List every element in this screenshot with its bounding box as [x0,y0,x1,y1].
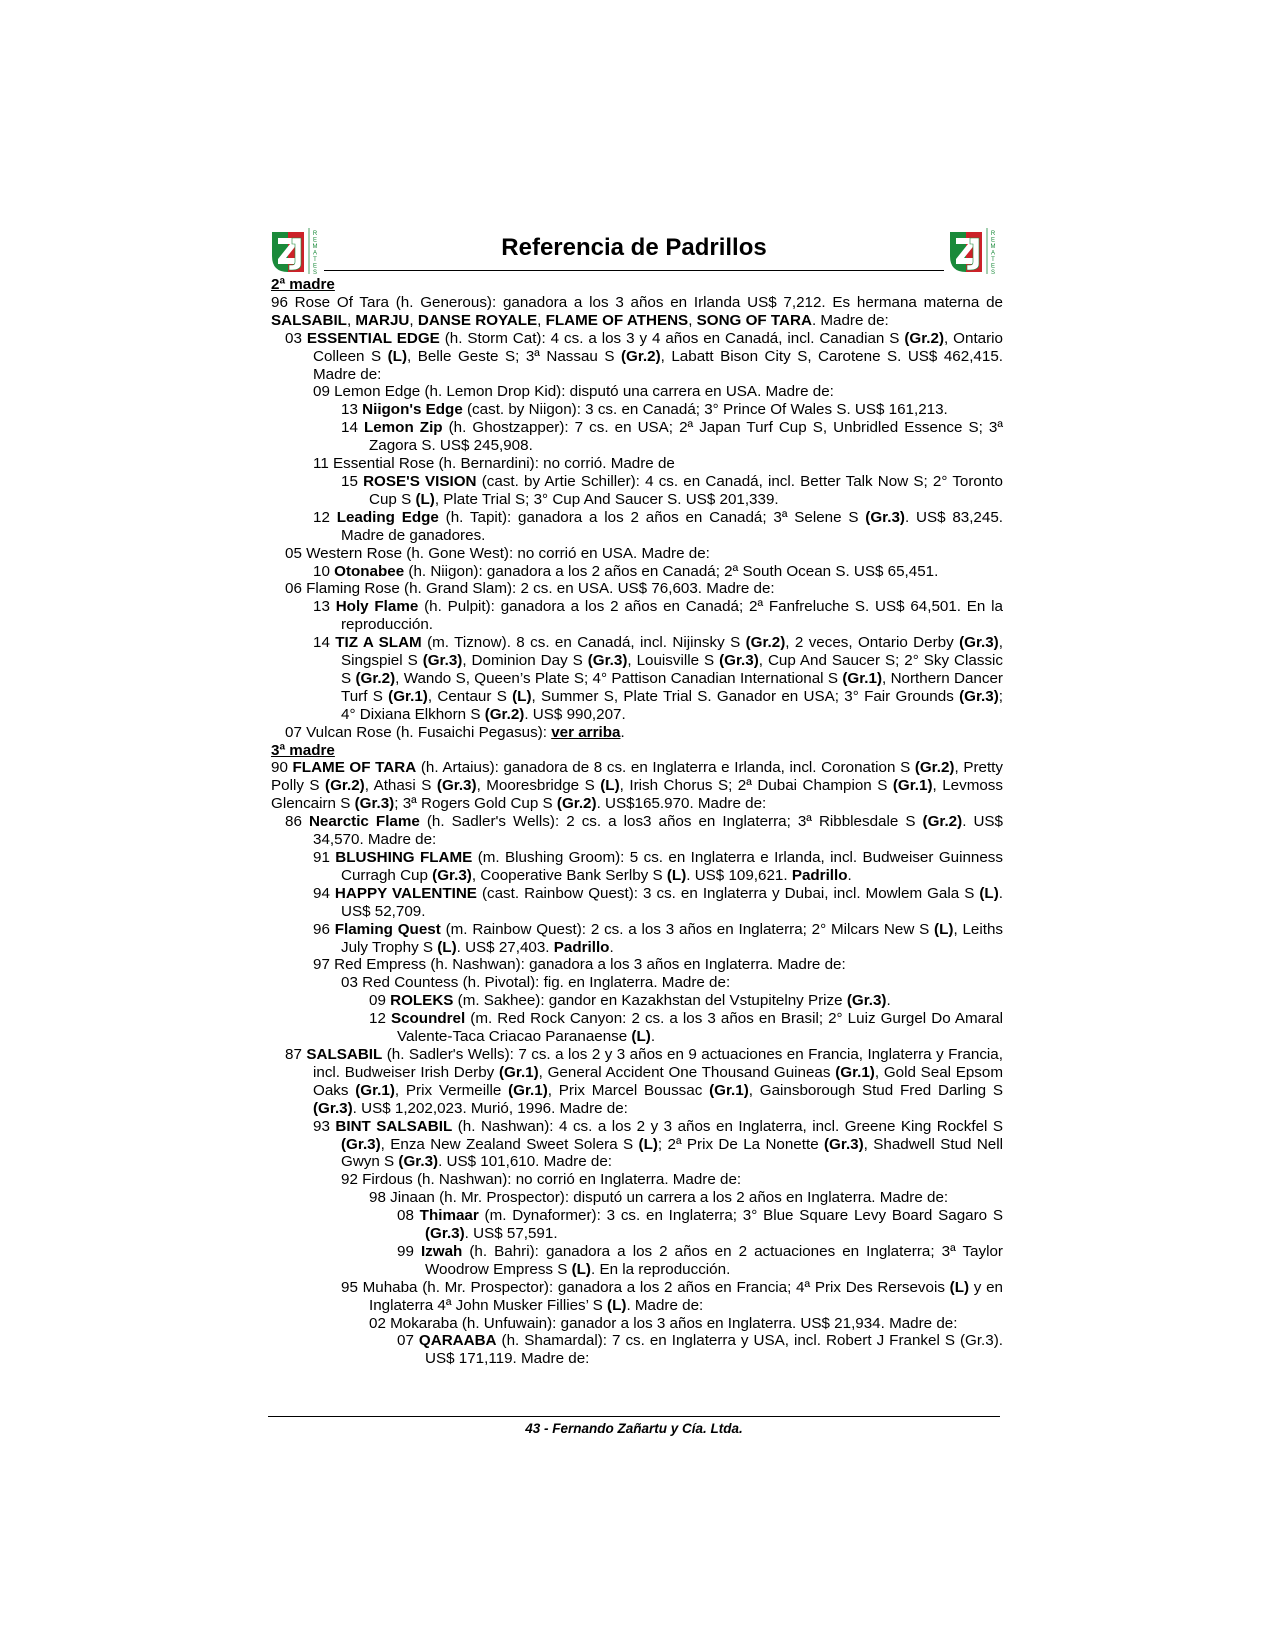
emphasized-text: ver arriba [551,723,621,741]
svg-text:E: E [312,237,318,244]
entry-text: ; 3ª Rogers Gold Cup S [394,795,557,813]
pedigree-entry [285,1046,1003,1118]
entry-text: , Summer S, Plate Trial S. Ganador en USA; 3° Fair Grounds [531,687,960,705]
entry-text: (h. Pulpit): ganadora a los 2 años en Canadá; 2ª Fanfreluche S. US$ 64,501. En la reproducción. [341,598,1003,634]
emphasized-text: (Gr.3) [719,652,759,670]
entry-text: y en Inglaterra 4ª John Musker Fillies’ S [369,1278,1003,1314]
entry-text: ; 4° Dixiana Elkhorn S [341,687,1003,723]
entry-text: (h. Sadler's Wells): 7 cs. a los 2 y 3 años en 9 actuaciones en Francia, Inglaterra y Francia, incl. Budweiser Irish Derby [313,1045,1003,1081]
emphasized-text: (Gr.1) [835,1063,875,1081]
emphasized-text: TIZ A SLAM [335,634,422,652]
entry-text: 13 [313,598,336,616]
entry-text: (m. Rainbow Quest): 2 cs. a los 3 años en Inglaterra; 2° Milcars New S [440,920,935,938]
emphasized-text: Flaming Quest [334,920,441,938]
entry-text: , Plate Trial S; 3° Cup And Saucer S. US$ 201,339. [434,490,779,508]
emphasized-text: (Gr.3) [425,1225,465,1243]
entry-text: , Prix Marcel Boussac [547,1081,710,1099]
emphasized-text: (L) [437,938,457,956]
emphasized-text: QARAABA [418,1332,497,1350]
entry-text: 09 [369,992,391,1010]
entry-text: 09 Lemon Edge (h. Lemon Drop Kid): disputó una carrera en USA. Madre de: [313,383,834,401]
pedigree-entry [285,401,1003,419]
entry-text: 93 [313,1117,336,1135]
entry-text: 96 Rose Of Tara (h. Generous): ganadora a los 3 años en Irlanda US$ 7,212. Es hermana materna de [271,293,1003,311]
pedigree-content [271,276,1003,1368]
emphasized-text: BINT SALSABIL [335,1117,453,1135]
emphasized-text: (Gr.3) [422,652,463,670]
emphasized-text: (Gr.3) [432,866,472,884]
entry-text: (h. Niigon): ganadora a los 2 años en Canadá; 2ª South Ocean S. US$ 65,451. [404,562,939,580]
pedigree-entry [285,1279,1003,1315]
entry-text: , Leiths July Trophy S [341,920,1003,956]
entry-text: 14 [313,634,336,652]
emphasized-text: (Gr.2) [922,813,963,831]
emphasized-text: (L) [387,347,408,365]
pedigree-entry [285,1189,1003,1207]
entry-text: , Ontario Colleen S [313,329,1003,365]
entry-text: . Madre de: [626,1296,704,1314]
emphasized-text: Izwah [420,1242,463,1260]
page-header [268,226,1000,276]
emphasized-text: (L) [979,884,999,902]
entry-text: 96 [313,920,335,938]
entry-text: , Singspiel S [341,634,1003,670]
entry-text: , Irish Chorus S; 2ª Dubai Champion S [619,777,893,795]
entry-text: , Gainsborough Stud Fred Darling S [748,1081,1004,1099]
emphasized-text: SONG OF TARA [696,311,812,329]
emphasized-text: Otonabee [334,562,405,580]
emphasized-text: (L) [512,687,532,705]
emphasized-text: ESSENTIAL EDGE [306,329,440,347]
svg-text:R: R [990,231,996,237]
emphasized-text: Leading Edge [336,508,439,526]
entry-text: , Centaur S [427,687,513,705]
emphasized-text: (Gr.3) [959,687,999,705]
section-heading: 2ª madre [271,276,335,293]
entry-text: . [609,938,614,956]
emphasized-text: Scoundrel [390,1010,466,1028]
emphasized-text: (Gr.2) [355,669,396,687]
pedigree-entry [285,974,1003,992]
pedigree-entry [285,956,1003,974]
entry-text: . US$ 57,591. [464,1225,558,1243]
entry-text: , Athasi S [364,777,437,795]
entry-text: 14 [341,419,364,437]
pedigree-entry [285,330,1003,384]
pedigree-entry [285,1332,1003,1368]
pedigree-entry [285,383,1003,401]
entry-text: (h. Sadler's Wells): 2 cs. a los3 años en Inglaterra; 3ª Ribblesdale S [419,813,923,831]
emphasized-text: HAPPY VALENTINE [334,884,477,902]
entry-text: , Cup And Saucer S; 2° Sky Classic S [341,652,1004,687]
entry-text: (h. Tapit): ganadora a los 2 años en Canadá; 3ª Selene S [438,508,866,526]
emphasized-text: (Gr.1) [499,1063,539,1081]
entry-text: (cast. Rainbow Quest): 3 cs. en Inglaterra y Dubai, incl. Mowlem Gala S [476,884,980,902]
pedigree-entry [285,1207,1003,1243]
entry-text: (cast. by Niigon): 3 cs. en Canadá; 3° Prince Of Wales S. US$ 161,213. [462,401,948,419]
pedigree-entry [285,1243,1003,1279]
entry-text: . [847,866,852,884]
pedigree-entry [285,992,1003,1010]
emphasized-text: MARJU [355,311,410,329]
entry-text: , Gold Seal Epsom Oaks [313,1063,1003,1099]
emphasized-text: (Gr.3) [398,1153,439,1171]
emphasized-text: (L) [415,490,435,508]
entry-text: 03 Red Countess (h. Pivotal): fig. en Inglaterra. Madre de: [341,974,731,992]
entry-text: , Labatt Bison City S, Carotene S. US$ 462,415. Madre de: [313,347,1003,383]
entry-text: , Dominion Day S [462,652,588,670]
svg-text:E: E [990,263,996,270]
page-footer [268,1416,1000,1436]
zj-remates-logo [946,226,1000,276]
emphasized-text: (Gr.1) [388,687,428,705]
emphasized-text: (Gr.3) [846,992,887,1010]
pedigree-entry [285,1010,1003,1046]
entry-text: (h. Shamardal): 7 cs. en Inglaterra y USA, incl. Robert J Frankel S (Gr.3). US$ 171,119. Madre de: [425,1332,1003,1368]
entry-text: , Shadwell Stud Nell Gwyn S [341,1135,1003,1171]
pedigree-entry [271,759,1003,813]
svg-text:A: A [990,250,996,257]
entry-text: 06 Flaming Rose (h. Grand Slam): 2 cs. en USA. US$ 76,603. Madre de: [285,580,775,598]
svg-text:M: M [312,244,318,250]
entry-text: 13 [341,401,363,419]
emphasized-text: (Gr.1) [842,669,883,687]
entry-text: , Pretty Polly S [271,759,1003,795]
emphasized-text: (L) [666,866,687,884]
entry-text: , 2 veces, Ontario Derby [785,634,960,652]
entry-text: (m. Tiznow). 8 cs. en Canadá, incl. Nijinsky S [421,634,746,652]
svg-text:S: S [312,270,318,276]
pedigree-entry [285,921,1003,957]
entry-text: ; 2ª Prix De La Nonette [657,1135,824,1153]
entry-text: . [650,1028,656,1046]
entry-text: 86 [285,813,309,831]
svg-text:T: T [991,257,995,263]
title-divider [324,270,944,271]
emphasized-text: (Gr.3) [959,634,999,652]
page-title: Referencia de Padrillos [501,234,767,261]
entry-text: , Louisville S [627,652,720,670]
entry-text: 90 [271,759,293,777]
entry-text: . US$ 34,570. Madre de: [313,813,1003,849]
emphasized-text: FLAME OF ATHENS [545,311,689,329]
entry-text: (m. Blushing Groom): 5 cs. en Inglaterra e Irlanda, incl. Budweiser Guinness Curragh Cup [341,849,1003,884]
entry-text: , [537,311,546,329]
svg-text:T: T [313,257,317,263]
entry-text: 12 [369,1010,391,1028]
entry-text: (h. Nashwan): 4 cs. a los 2 y 3 años en Inglaterra, incl. Greene King Rockfel S [452,1117,1004,1135]
svg-text:S: S [990,270,996,276]
emphasized-text: (Gr.1) [508,1081,548,1099]
entry-text: , Mooresbridge S [476,777,601,795]
emphasized-text: (L) [600,777,620,795]
section-heading: 3ª madre [271,741,335,759]
entry-text: , Northern Dancer Turf S [341,669,1003,705]
entry-text: . US$ 52,709. [341,884,1003,920]
pedigree-entry [285,1171,1003,1189]
entry-text: 97 Red Empress (h. Nashwan): ganadora a los 3 años en Inglaterra. Madre de: [313,956,846,974]
pedigree-entry [285,563,1003,581]
entry-text: , Levmoss Glencairn S [271,777,1003,813]
entry-text: (m. Red Rock Canyon: 2 cs. a los 3 años en Brasil; 2° Luiz Gurgel Do Amaral Valente-Taca Criacao Paranaense [397,1010,1003,1046]
entry-text: . US$ 990,207. [524,705,626,723]
entry-text: . US$ 109,621. [686,866,792,884]
entry-text: (h. Storm Cat): 4 cs. a los 3 y 4 años en Canadá, incl. Canadian S [439,329,905,347]
entry-text: , Wando S, Queen’s Plate S; 4° Pattison Canadian International S [395,669,843,687]
entry-text: 95 Muhaba (h. Mr. Prospector): ganadora a los 2 años en Francia; 4ª Prix Des Rersevois [341,1278,950,1296]
pedigree-entry [285,419,1003,455]
pedigree-entry [285,1315,1003,1333]
pedigree-entry [285,849,1003,885]
entry-text: 05 Western Rose (h. Gone West): no corrió en USA. Madre de: [285,544,710,562]
entry-text: . US$ 101,610. Madre de: [438,1153,613,1171]
entry-text: , [688,311,697,329]
pedigree-entry [285,580,1003,598]
entry-text: 15 [341,472,364,490]
entry-text: (cast. by Artie Schiller): 4 cs. en Canadá, incl. Better Talk Now S; 2° Toronto Cup S [369,472,1003,508]
pedigree-entry [285,455,1003,473]
entry-text: 08 [397,1207,420,1225]
emphasized-text: DANSE ROYALE [417,311,538,329]
entry-text: (m. Sakhee): gandor en Kazakhstan del Vstupitelny Prize [453,992,847,1010]
entry-text: 07 [397,1332,419,1350]
zj-remates-logo [268,226,322,276]
entry-text: . En la reproducción. [591,1260,731,1278]
emphasized-text: (Gr.2) [620,347,661,365]
emphasized-text: ROLEKS [390,992,454,1010]
pedigree-entry [285,1118,1003,1172]
emphasized-text: (L) [949,1278,970,1296]
emphasized-text: Padrillo [553,938,610,956]
svg-text:E: E [990,237,996,244]
entry-text: , [409,311,418,329]
emphasized-text: Niigon's Edge [362,401,463,419]
entry-text: , Cooperative Bank Serlby S [471,866,667,884]
entry-text: . US$165.970. Madre de: [596,795,767,813]
entry-text: 98 Jinaan (h. Mr. Prospector): disputó un carrera a los 2 años en Inglaterra. Madre de: [369,1189,949,1207]
emphasized-text: ROSE'S VISION [363,472,477,490]
emphasized-text: (Gr.2) [556,795,597,813]
entry-text: . Madre de: [811,311,889,329]
entry-text: 03 [285,329,307,347]
emphasized-text: (Gr.2) [484,705,525,723]
entry-text: , General Accident One Thousand Guineas [538,1063,836,1081]
emphasized-text: (Gr.3) [313,1099,353,1117]
footer-text: 43 - Fernando Zañartu y Cía. Ltda. [525,1421,743,1436]
svg-text:E: E [312,263,318,270]
emphasized-text: (L) [607,1296,627,1314]
pedigree-entry [285,473,1003,509]
pedigree-entry [285,598,1003,634]
entry-text: . US$ 1,202,023. Murió, 1996. Madre de: [352,1099,628,1117]
entry-text: 92 Firdous (h. Nashwan): no corrió en Inglaterra. Madre de: [341,1171,742,1189]
entry-text: 87 [285,1045,307,1063]
pedigree-entry [271,294,1003,330]
entry-text: (h. Artaius): ganadora de 8 cs. en Inglaterra e Irlanda, incl. Coronation S [416,759,915,777]
emphasized-text: Holy Flame [335,598,419,616]
emphasized-text: (Gr.1) [355,1081,395,1099]
pedigree-entry [285,885,1003,921]
emphasized-text: (Gr.1) [709,1081,749,1099]
entry-text: (h. Ghostzapper): 7 cs. en USA; 2ª Japan Turf Cup S, Unbridled Essence S; 3ª Zagora S. US$ 245,908. [369,419,1003,455]
svg-text:A: A [312,250,318,257]
footer-divider [268,1416,1000,1417]
pedigree-entry [285,634,1003,724]
emphasized-text: (L) [631,1028,651,1046]
entry-text: . [886,992,891,1010]
entry-text: 02 Mokaraba (h. Unfuwain): ganador a los 3 años en Inglaterra. US$ 21,934. Madre de: [369,1314,958,1332]
emphasized-text: (Gr.2) [904,329,945,347]
entry-text: (m. Dynaformer): 3 cs. en Inglaterra; 3° Blue Square Levy Board Sagaro S [478,1207,1003,1225]
entry-text: 11 Essential Rose (h. Bernardini): no corrió. Madre de [313,455,675,473]
emphasized-text: (Gr.3) [436,777,477,795]
emphasized-text: (Gr.3) [865,508,905,526]
emphasized-text: Padrillo [791,866,848,884]
emphasized-text: (L) [638,1135,658,1153]
entry-text: 12 [313,508,337,526]
svg-text:M: M [990,244,996,250]
entry-text: , [346,311,356,329]
emphasized-text: SALSABIL [306,1045,383,1063]
entry-text: 94 [313,884,335,902]
entry-text: . US$ 27,403. [456,938,554,956]
entry-text: , Prix Vermeille [394,1081,509,1099]
entry-text: . US$ 83,245. Madre de ganadores. [341,508,1003,544]
entry-text: , Enza New Zealand Sweet Solera S [380,1135,639,1153]
emphasized-text: Thimaar [419,1207,479,1225]
svg-text:R: R [312,231,318,237]
entry-text: 91 [313,849,336,866]
pedigree-entry [285,724,1003,742]
emphasized-text: (Gr.1) [892,777,933,795]
emphasized-text: (L) [934,920,954,938]
emphasized-text: (Gr.2) [325,777,365,795]
pedigree-entry [285,509,1003,545]
entry-text: , Belle Geste S; 3ª Nassau S [407,347,621,365]
emphasized-text: (Gr.3) [354,795,395,813]
emphasized-text: (Gr.2) [745,634,786,652]
emphasized-text: (Gr.2) [914,759,955,777]
emphasized-text: BLUSHING FLAME [335,849,473,866]
emphasized-text: SALSABIL [271,311,347,329]
entry-text: (h. Bahri): ganadora a los 2 años en 2 actuaciones en Inglaterra; 3ª Taylor Woodrow Empress S [425,1242,1003,1278]
entry-text: 10 [313,562,335,580]
entry-text: . [620,723,625,741]
emphasized-text: (Gr.3) [824,1135,864,1153]
emphasized-text: Lemon Zip [363,419,443,437]
emphasized-text: (Gr.3) [587,652,628,670]
pedigree-entry [285,545,1003,563]
entry-text: 07 Vulcan Rose (h. Fusaichi Pegasus): [285,723,552,741]
emphasized-text: FLAME OF TARA [292,759,417,777]
emphasized-text: (Gr.3) [341,1135,381,1153]
pedigree-entry [285,813,1003,849]
entry-text: 99 [397,1242,421,1260]
emphasized-text: (L) [571,1260,591,1278]
emphasized-text: Nearctic Flame [308,813,420,831]
